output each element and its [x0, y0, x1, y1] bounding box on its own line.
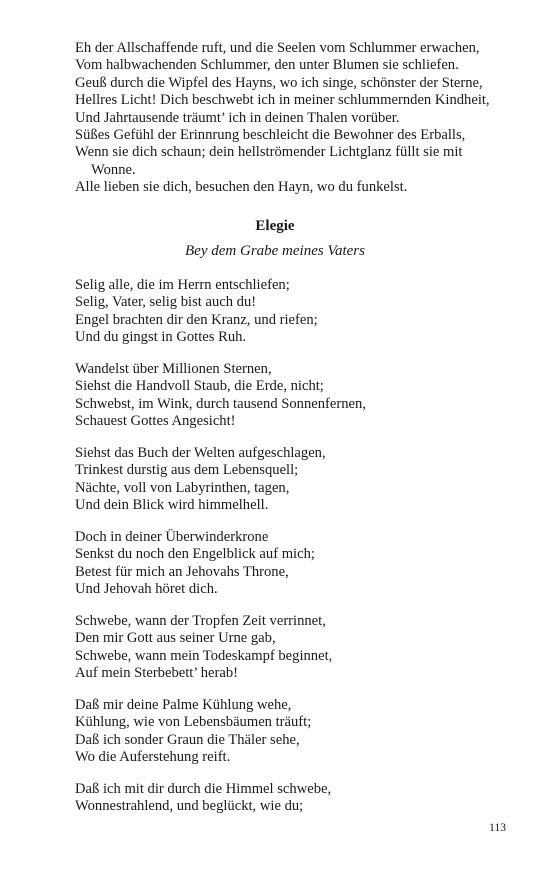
stanza-3 [75, 445, 515, 515]
prose-line: Wenn sie dich schaun; dein hellströmender Lichtglanz füllt sie mit [75, 144, 463, 161]
prose-line: Geuß durch die Wipfel des Hayns, wo ich singe, schönster der Sterne, [75, 74, 483, 91]
prose-line-continuation: Wonne. [91, 161, 136, 178]
prose-line: Vom halbwachenden Schlummer, den unter Blumen sie schliefen. [75, 57, 459, 74]
verse-line: Und du gingst in Gottes Ruh. [75, 329, 247, 346]
verse-line: Kühlung, wie von Lebensbäumen träuft; [75, 714, 312, 731]
poem-title: Elegie [255, 218, 295, 234]
prose-block [75, 40, 515, 197]
verse-line: Engel brachten dir den Kranz, und riefen; [75, 311, 318, 328]
verse-line: Betest für mich an Jehovahs Throne, [75, 563, 289, 580]
verse-line: Trinkest durstig aus dem Lebensquell; [75, 462, 299, 479]
verse-line: Schauest Gottes Angesicht! [75, 413, 236, 430]
verse-line: Siehst das Buch der Welten aufgeschlagen, [75, 445, 326, 461]
verse-line: Und dein Blick wird himmelhell. [75, 497, 269, 514]
prose-line: Und Jahrtausende träumt’ ich in deinen Thalen vorüber. [75, 109, 400, 126]
verse-line: Daß ich sonder Graun die Thäler sehe, [75, 731, 300, 748]
verse-line: Wo die Auferstehung reift. [75, 749, 231, 766]
verse-line: Schwebst, im Wink, durch tausend Sonnenfernen, [75, 395, 366, 412]
verse-line: Doch in deiner Überwinderkrone [75, 529, 269, 545]
verse-line: Senkst du noch den Engelblick auf mich; [75, 546, 315, 563]
stanza-4 [75, 529, 515, 599]
stanza-5 [75, 613, 515, 683]
verse-line: Selig, Vater, selig bist auch du! [75, 294, 257, 311]
verse-line: Schwebe, wann mein Todeskampf beginnet, [75, 647, 333, 664]
verse-line: Und Jehovah höret dich. [75, 581, 218, 598]
verse-line: Schwebe, wann der Tropfen Zeit verrinnet, [75, 613, 326, 629]
page-number: 113 [489, 822, 506, 834]
prose-line: Hellres Licht! Dich beschwebt ich in meiner schlummernden Kindheit, [75, 92, 490, 109]
verse-line: Siehst die Handvoll Staub, die Erde, nicht; [75, 378, 324, 395]
prose-line: Alle lieben sie dich, besuchen den Hayn, wo du funkelst. [75, 179, 408, 196]
stanza-1 [75, 277, 515, 347]
verse-line: Den mir Gott aus seiner Urne gab, [75, 630, 276, 647]
verse-line: Nächte, voll von Labyrinthen, tagen, [75, 479, 290, 496]
stanza-6 [75, 697, 515, 767]
stanza-2 [75, 361, 515, 431]
verse-line: Wandelst über Millionen Sternen, [75, 361, 272, 377]
verse-line: Selig alle, die im Herrn entschliefen; [75, 277, 290, 293]
verse-line: Auf mein Sterbebett’ herab! [75, 665, 239, 682]
prose-line: Süßes Gefühl der Erinnrung beschleicht die Bewohner des Erballs, [75, 127, 466, 144]
verse-line: Daß mir deine Palme Kühlung wehe, [75, 697, 292, 713]
poem-subtitle: Bey dem Grabe meines Vaters [185, 243, 365, 259]
prose-line: Eh der Allschaffende ruft, und die Seelen vom Schlummer erwachen, [75, 40, 480, 56]
verse-line: Wonnestrahlend, und beglückt, wie du; [75, 798, 304, 815]
verse-line: Daß ich mit dir durch die Himmel schwebe, [75, 781, 332, 797]
stanza-7 [75, 781, 515, 816]
